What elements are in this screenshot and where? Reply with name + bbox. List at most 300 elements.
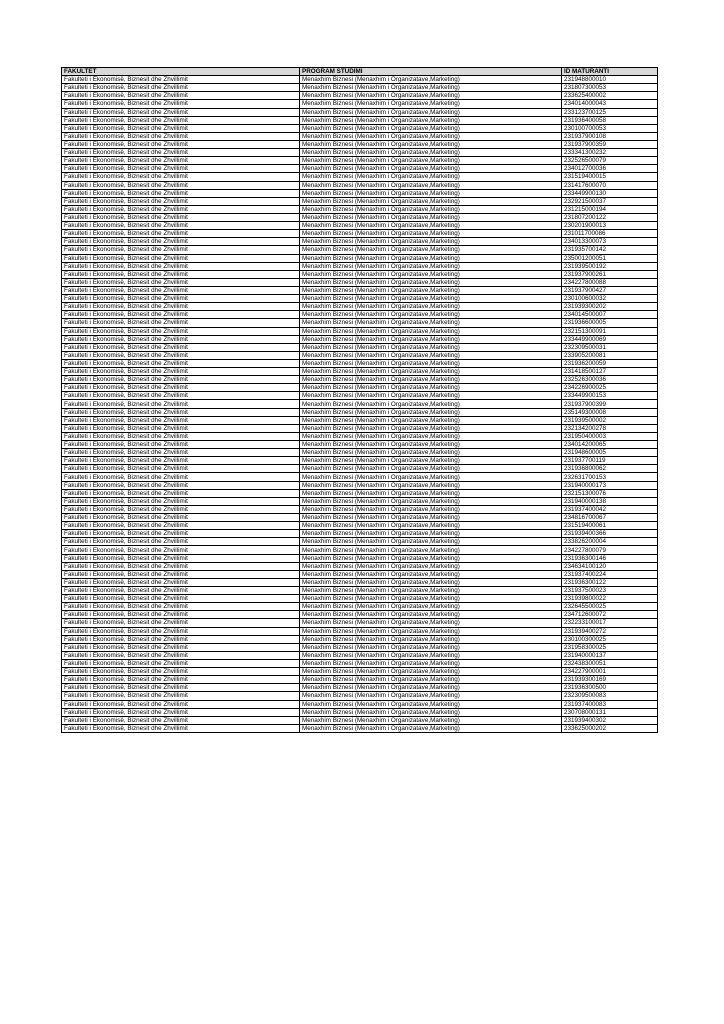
student-id-cell: 231937700119 (562, 457, 658, 465)
table-row (62, 368, 658, 376)
header-row (62, 68, 658, 76)
table-row (62, 392, 658, 400)
faculty-cell: Fakulteti i Ekonomisë, Biznesit dhe Zhvillimit (62, 659, 300, 667)
program-cell: Menaxhim Biznesi (Menaxhim i Organizatave,Marketing) (300, 100, 562, 108)
faculty-cell: Fakulteti i Ekonomisë, Biznesit dhe Zhvillimit (62, 692, 300, 700)
program-cell: Menaxhim Biznesi (Menaxhim i Organizatave,Marketing) (300, 522, 562, 530)
faculty-cell: Fakulteti i Ekonomisë, Biznesit dhe Zhvillimit (62, 238, 300, 246)
faculty-cell: Fakulteti i Ekonomisë, Biznesit dhe Zhvillimit (62, 335, 300, 343)
faculty-cell: Fakulteti i Ekonomisë, Biznesit dhe Zhvillimit (62, 465, 300, 473)
student-id-cell: 231937500023 (562, 587, 658, 595)
faculty-cell: Fakulteti i Ekonomisë, Biznesit dhe Zhvillimit (62, 230, 300, 238)
student-id-cell: 232151300091 (562, 327, 658, 335)
faculty-cell: Fakulteti i Ekonomisë, Biznesit dhe Zhvillimit (62, 384, 300, 392)
student-id-cell: 231939500002 (562, 416, 658, 424)
faculty-cell: Fakulteti i Ekonomisë, Biznesit dhe Zhvillimit (62, 684, 300, 692)
student-id-cell: 230708000131 (562, 708, 658, 716)
table-row (62, 651, 658, 659)
table-row (62, 627, 658, 635)
student-id-cell: 231519400061 (562, 522, 658, 530)
faculty-cell: Fakulteti i Ekonomisë, Biznesit dhe Zhvillimit (62, 92, 300, 100)
faculty-cell: Fakulteti i Ekonomisë, Biznesit dhe Zhvillimit (62, 116, 300, 124)
student-id-cell: 234227900001 (562, 668, 658, 676)
table-row (62, 246, 658, 254)
program-cell: Menaxhim Biznesi (Menaxhim i Organizatave,Marketing) (300, 108, 562, 116)
student-id-cell: 231937400042 (562, 505, 658, 513)
faculty-cell: Fakulteti i Ekonomisë, Biznesit dhe Zhvillimit (62, 635, 300, 643)
table-row (62, 538, 658, 546)
faculty-cell: Fakulteti i Ekonomisë, Biznesit dhe Zhvillimit (62, 643, 300, 651)
table-row (62, 684, 658, 692)
student-id-cell: 234014000043 (562, 100, 658, 108)
program-cell: Menaxhim Biznesi (Menaxhim i Organizatave,Marketing) (300, 254, 562, 262)
program-cell: Menaxhim Biznesi (Menaxhim i Organizatave,Marketing) (300, 262, 562, 270)
program-cell: Menaxhim Biznesi (Menaxhim i Organizatave,Marketing) (300, 643, 562, 651)
student-id-cell: 232645500025 (562, 603, 658, 611)
program-cell: Menaxhim Biznesi (Menaxhim i Organizatave,Marketing) (300, 635, 562, 643)
faculty-cell: Fakulteti i Ekonomisë, Biznesit dhe Zhvillimit (62, 181, 300, 189)
faculty-cell: Fakulteti i Ekonomisë, Biznesit dhe Zhvillimit (62, 522, 300, 530)
program-cell: Menaxhim Biznesi (Menaxhim i Organizatave,Marketing) (300, 651, 562, 659)
program-cell: Menaxhim Biznesi (Menaxhim i Organizatave,Marketing) (300, 319, 562, 327)
table-row (62, 359, 658, 367)
student-id-cell: 232526500079 (562, 157, 658, 165)
table-row (62, 238, 658, 246)
faculty-cell: Fakulteti i Ekonomisë, Biznesit dhe Zhvillimit (62, 724, 300, 732)
student-id-cell: 233341300232 (562, 149, 658, 157)
table-row (62, 181, 658, 189)
student-id-cell: 234712600072 (562, 611, 658, 619)
header-student-id: ID MATURANTI (562, 68, 658, 76)
student-id-cell: 231936200059 (562, 359, 658, 367)
table-row (62, 603, 658, 611)
table-row (62, 384, 658, 392)
faculty-cell: Fakulteti i Ekonomisë, Biznesit dhe Zhvillimit (62, 570, 300, 578)
student-id-cell: 234014500007 (562, 311, 658, 319)
program-cell: Menaxhim Biznesi (Menaxhim i Organizatave,Marketing) (300, 303, 562, 311)
student-id-cell: 231939400302 (562, 716, 658, 724)
faculty-cell: Fakulteti i Ekonomisë, Biznesit dhe Zhvillimit (62, 351, 300, 359)
student-id-cell: 233449900153 (562, 392, 658, 400)
program-cell: Menaxhim Biznesi (Menaxhim i Organizatave,Marketing) (300, 295, 562, 303)
student-id-cell: 231807300053 (562, 84, 658, 92)
faculty-cell: Fakulteti i Ekonomisë, Biznesit dhe Zhvillimit (62, 173, 300, 181)
table-row (62, 189, 658, 197)
program-cell: Menaxhim Biznesi (Menaxhim i Organizatave,Marketing) (300, 724, 562, 732)
table-row (62, 376, 658, 384)
faculty-cell: Fakulteti i Ekonomisë, Biznesit dhe Zhvillimit (62, 408, 300, 416)
student-id-cell: 231936300500 (562, 684, 658, 692)
program-cell: Menaxhim Biznesi (Menaxhim i Organizatave,Marketing) (300, 497, 562, 505)
faculty-cell: Fakulteti i Ekonomisë, Biznesit dhe Zhvillimit (62, 416, 300, 424)
program-cell: Menaxhim Biznesi (Menaxhim i Organizatave,Marketing) (300, 668, 562, 676)
faculty-cell: Fakulteti i Ekonomisë, Biznesit dhe Zhvillimit (62, 270, 300, 278)
faculty-cell: Fakulteti i Ekonomisë, Biznesit dhe Zhvillimit (62, 140, 300, 148)
student-id-cell: 234014200065 (562, 441, 658, 449)
faculty-cell: Fakulteti i Ekonomisë, Biznesit dhe Zhvillimit (62, 481, 300, 489)
faculty-cell: Fakulteti i Ekonomisë, Biznesit dhe Zhvillimit (62, 578, 300, 586)
program-cell: Menaxhim Biznesi (Menaxhim i Organizatave,Marketing) (300, 489, 562, 497)
program-cell: Menaxhim Biznesi (Menaxhim i Organizatave,Marketing) (300, 368, 562, 376)
table-row (62, 149, 658, 157)
table-row (62, 108, 658, 116)
faculty-cell: Fakulteti i Ekonomisë, Biznesit dhe Zhvillimit (62, 368, 300, 376)
student-id-cell: 231950400003 (562, 432, 658, 440)
table-row (62, 84, 658, 92)
faculty-cell: Fakulteti i Ekonomisë, Biznesit dhe Zhvillimit (62, 286, 300, 294)
program-cell: Menaxhim Biznesi (Menaxhim i Organizatave,Marketing) (300, 149, 562, 157)
program-cell: Menaxhim Biznesi (Menaxhim i Organizatave,Marketing) (300, 692, 562, 700)
program-cell: Menaxhim Biznesi (Menaxhim i Organizatave,Marketing) (300, 181, 562, 189)
table-row (62, 230, 658, 238)
table-row (62, 570, 658, 578)
faculty-cell: Fakulteti i Ekonomisë, Biznesit dhe Zhvillimit (62, 108, 300, 116)
program-cell: Menaxhim Biznesi (Menaxhim i Organizatave,Marketing) (300, 238, 562, 246)
student-id-cell: 232526300036 (562, 376, 658, 384)
student-id-cell: 231011700086 (562, 230, 658, 238)
program-cell: Menaxhim Biznesi (Menaxhim i Organizatave,Marketing) (300, 384, 562, 392)
table-row (62, 343, 658, 351)
table-row (62, 173, 658, 181)
table-row (62, 327, 658, 335)
student-id-cell: 231215000194 (562, 205, 658, 213)
program-cell: Menaxhim Biznesi (Menaxhim i Organizatave,Marketing) (300, 92, 562, 100)
student-id-cell: 231958300025 (562, 643, 658, 651)
student-id-cell: 231417600070 (562, 181, 658, 189)
table-row (62, 659, 658, 667)
faculty-cell: Fakulteti i Ekonomisë, Biznesit dhe Zhvillimit (62, 668, 300, 676)
program-cell: Menaxhim Biznesi (Menaxhim i Organizatave,Marketing) (300, 530, 562, 538)
student-id-cell: 233449900069 (562, 335, 658, 343)
table-row (62, 295, 658, 303)
table-row (62, 700, 658, 708)
student-id-cell: 232134200278 (562, 424, 658, 432)
table-row (62, 262, 658, 270)
program-cell: Menaxhim Biznesi (Menaxhim i Organizatave,Marketing) (300, 400, 562, 408)
faculty-cell: Fakulteti i Ekonomisë, Biznesit dhe Zhvillimit (62, 262, 300, 270)
table-row (62, 546, 658, 554)
student-id-cell: 234816700067 (562, 514, 658, 522)
table-row (62, 416, 658, 424)
program-cell: Menaxhim Biznesi (Menaxhim i Organizatave,Marketing) (300, 132, 562, 140)
faculty-cell: Fakulteti i Ekonomisë, Biznesit dhe Zhvillimit (62, 400, 300, 408)
table-row (62, 473, 658, 481)
program-cell: Menaxhim Biznesi (Menaxhim i Organizatave,Marketing) (300, 465, 562, 473)
student-id-cell: 231937400083 (562, 700, 658, 708)
table-body (62, 76, 658, 733)
faculty-cell: Fakulteti i Ekonomisë, Biznesit dhe Zhvillimit (62, 700, 300, 708)
program-cell: Menaxhim Biznesi (Menaxhim i Organizatave,Marketing) (300, 278, 562, 286)
faculty-cell: Fakulteti i Ekonomisë, Biznesit dhe Zhvillimit (62, 100, 300, 108)
student-id-cell: 231937900108 (562, 132, 658, 140)
program-cell: Menaxhim Biznesi (Menaxhim i Organizatave,Marketing) (300, 213, 562, 221)
student-id-cell: 232438300051 (562, 659, 658, 667)
program-cell: Menaxhim Biznesi (Menaxhim i Organizatave,Marketing) (300, 392, 562, 400)
faculty-cell: Fakulteti i Ekonomisë, Biznesit dhe Zhvillimit (62, 611, 300, 619)
table-row (62, 465, 658, 473)
program-cell: Menaxhim Biznesi (Menaxhim i Organizatave,Marketing) (300, 457, 562, 465)
faculty-cell: Fakulteti i Ekonomisë, Biznesit dhe Zhvillimit (62, 132, 300, 140)
faculty-cell: Fakulteti i Ekonomisë, Biznesit dhe Zhvillimit (62, 441, 300, 449)
program-cell: Menaxhim Biznesi (Menaxhim i Organizatave,Marketing) (300, 481, 562, 489)
table-row (62, 432, 658, 440)
faculty-cell: Fakulteti i Ekonomisë, Biznesit dhe Zhvillimit (62, 473, 300, 481)
table-row (62, 319, 658, 327)
faculty-cell: Fakulteti i Ekonomisë, Biznesit dhe Zhvillimit (62, 489, 300, 497)
table-row (62, 222, 658, 230)
program-cell: Menaxhim Biznesi (Menaxhim i Organizatave,Marketing) (300, 619, 562, 627)
faculty-cell: Fakulteti i Ekonomisë, Biznesit dhe Zhvillimit (62, 189, 300, 197)
program-cell: Menaxhim Biznesi (Menaxhim i Organizatave,Marketing) (300, 449, 562, 457)
program-cell: Menaxhim Biznesi (Menaxhim i Organizatave,Marketing) (300, 311, 562, 319)
table-row (62, 286, 658, 294)
table-row (62, 587, 658, 595)
header-program: PROGRAM STUDIMI (300, 68, 562, 76)
faculty-cell: Fakulteti i Ekonomisë, Biznesit dhe Zhvillimit (62, 359, 300, 367)
student-id-cell: 235001200051 (562, 254, 658, 262)
faculty-cell: Fakulteti i Ekonomisë, Biznesit dhe Zhvillimit (62, 627, 300, 635)
faculty-cell: Fakulteti i Ekonomisë, Biznesit dhe Zhvillimit (62, 303, 300, 311)
faculty-cell: Fakulteti i Ekonomisë, Biznesit dhe Zhvillimit (62, 708, 300, 716)
faculty-cell: Fakulteti i Ekonomisë, Biznesit dhe Zhvillimit (62, 554, 300, 562)
student-id-cell: 234227800088 (562, 278, 658, 286)
table-row (62, 92, 658, 100)
faculty-cell: Fakulteti i Ekonomisë, Biznesit dhe Zhvillimit (62, 197, 300, 205)
student-id-cell: 234226900025 (562, 384, 658, 392)
faculty-cell: Fakulteti i Ekonomisë, Biznesit dhe Zhvillimit (62, 327, 300, 335)
student-id-cell: 231519400015 (562, 173, 658, 181)
table-row (62, 140, 658, 148)
program-cell: Menaxhim Biznesi (Menaxhim i Organizatave,Marketing) (300, 659, 562, 667)
table-row (62, 643, 658, 651)
program-cell: Menaxhim Biznesi (Menaxhim i Organizatave,Marketing) (300, 595, 562, 603)
header-faculty: FAKULTET (62, 68, 300, 76)
table-row (62, 100, 658, 108)
program-cell: Menaxhim Biznesi (Menaxhim i Organizatave,Marketing) (300, 603, 562, 611)
student-id-cell: 231936300146 (562, 554, 658, 562)
table-row (62, 497, 658, 505)
student-id-cell: 232233100017 (562, 619, 658, 627)
table-row (62, 303, 658, 311)
table-row (62, 116, 658, 124)
table-row (62, 165, 658, 173)
program-cell: Menaxhim Biznesi (Menaxhim i Organizatave,Marketing) (300, 173, 562, 181)
student-table (61, 67, 658, 733)
program-cell: Menaxhim Biznesi (Menaxhim i Organizatave,Marketing) (300, 286, 562, 294)
student-id-cell: 231939300202 (562, 303, 658, 311)
student-id-cell: 231948600005 (562, 449, 658, 457)
table-row (62, 554, 658, 562)
faculty-cell: Fakulteti i Ekonomisë, Biznesit dhe Zhvillimit (62, 603, 300, 611)
faculty-cell: Fakulteti i Ekonomisë, Biznesit dhe Zhvillimit (62, 424, 300, 432)
program-cell: Menaxhim Biznesi (Menaxhim i Organizatave,Marketing) (300, 359, 562, 367)
table-row (62, 132, 658, 140)
student-id-cell: 230201900013 (562, 222, 658, 230)
table-row (62, 692, 658, 700)
program-cell: Menaxhim Biznesi (Menaxhim i Organizatave,Marketing) (300, 230, 562, 238)
program-cell: Menaxhim Biznesi (Menaxhim i Organizatave,Marketing) (300, 327, 562, 335)
table-row (62, 668, 658, 676)
table-row (62, 449, 658, 457)
table-row (62, 124, 658, 132)
faculty-cell: Fakulteti i Ekonomisë, Biznesit dhe Zhvillimit (62, 149, 300, 157)
faculty-cell: Fakulteti i Ekonomisë, Biznesit dhe Zhvillimit (62, 311, 300, 319)
program-cell: Menaxhim Biznesi (Menaxhim i Organizatave,Marketing) (300, 116, 562, 124)
student-id-cell: 231936600005 (562, 319, 658, 327)
faculty-cell: Fakulteti i Ekonomisë, Biznesit dhe Zhvillimit (62, 546, 300, 554)
program-cell: Menaxhim Biznesi (Menaxhim i Organizatave,Marketing) (300, 505, 562, 513)
program-cell: Menaxhim Biznesi (Menaxhim i Organizatave,Marketing) (300, 222, 562, 230)
program-cell: Menaxhim Biznesi (Menaxhim i Organizatave,Marketing) (300, 205, 562, 213)
student-id-cell: 232151300076 (562, 489, 658, 497)
program-cell: Menaxhim Biznesi (Menaxhim i Organizatave,Marketing) (300, 343, 562, 351)
faculty-cell: Fakulteti i Ekonomisë, Biznesit dhe Zhvillimit (62, 587, 300, 595)
faculty-cell: Fakulteti i Ekonomisë, Biznesit dhe Zhvillimit (62, 676, 300, 684)
program-cell: Menaxhim Biznesi (Menaxhim i Organizatave,Marketing) (300, 570, 562, 578)
faculty-cell: Fakulteti i Ekonomisë, Biznesit dhe Zhvillimit (62, 449, 300, 457)
faculty-cell: Fakulteti i Ekonomisë, Biznesit dhe Zhvillimit (62, 343, 300, 351)
student-id-cell: 231939400272 (562, 627, 658, 635)
student-id-cell: 234013300073 (562, 238, 658, 246)
student-id-cell: 234227800079 (562, 546, 658, 554)
table-row (62, 197, 658, 205)
faculty-cell: Fakulteti i Ekonomisë, Biznesit dhe Zhvillimit (62, 76, 300, 84)
faculty-cell: Fakulteti i Ekonomisë, Biznesit dhe Zhvillimit (62, 392, 300, 400)
faculty-cell: Fakulteti i Ekonomisë, Biznesit dhe Zhvillimit (62, 124, 300, 132)
program-cell: Menaxhim Biznesi (Menaxhim i Organizatave,Marketing) (300, 140, 562, 148)
table-row (62, 595, 658, 603)
faculty-cell: Fakulteti i Ekonomisë, Biznesit dhe Zhvillimit (62, 716, 300, 724)
table-row (62, 505, 658, 513)
faculty-cell: Fakulteti i Ekonomisë, Biznesit dhe Zhvillimit (62, 376, 300, 384)
program-cell: Menaxhim Biznesi (Menaxhim i Organizatave,Marketing) (300, 76, 562, 84)
faculty-cell: Fakulteti i Ekonomisë, Biznesit dhe Zhvillimit (62, 432, 300, 440)
program-cell: Menaxhim Biznesi (Menaxhim i Organizatave,Marketing) (300, 546, 562, 554)
student-id-cell: 231807200122 (562, 213, 658, 221)
program-cell: Menaxhim Biznesi (Menaxhim i Organizatave,Marketing) (300, 538, 562, 546)
student-id-cell: 231940000173 (562, 481, 658, 489)
table-row (62, 611, 658, 619)
program-cell: Menaxhim Biznesi (Menaxhim i Organizatave,Marketing) (300, 335, 562, 343)
student-id-cell: 235149300008 (562, 408, 658, 416)
program-cell: Menaxhim Biznesi (Menaxhim i Organizatave,Marketing) (300, 676, 562, 684)
faculty-cell: Fakulteti i Ekonomisë, Biznesit dhe Zhvillimit (62, 165, 300, 173)
program-cell: Menaxhim Biznesi (Menaxhim i Organizatave,Marketing) (300, 554, 562, 562)
student-id-cell: 231937900399 (562, 400, 658, 408)
student-id-cell: 233625400002 (562, 92, 658, 100)
student-id-cell: 233905200081 (562, 351, 658, 359)
table-row (62, 441, 658, 449)
faculty-cell: Fakulteti i Ekonomisë, Biznesit dhe Zhvillimit (62, 562, 300, 570)
student-id-cell: 233826200004 (562, 538, 658, 546)
faculty-cell: Fakulteti i Ekonomisë, Biznesit dhe Zhvillimit (62, 246, 300, 254)
student-id-cell: 231948800010 (562, 76, 658, 84)
faculty-cell: Fakulteti i Ekonomisë, Biznesit dhe Zhvillimit (62, 457, 300, 465)
program-cell: Menaxhim Biznesi (Menaxhim i Organizatave,Marketing) (300, 351, 562, 359)
faculty-cell: Fakulteti i Ekonomisë, Biznesit dhe Zhvillimit (62, 295, 300, 303)
student-id-cell: 231940000137 (562, 651, 658, 659)
program-cell: Menaxhim Biznesi (Menaxhim i Organizatave,Marketing) (300, 270, 562, 278)
table-row (62, 457, 658, 465)
table-row (62, 311, 658, 319)
faculty-cell: Fakulteti i Ekonomisë, Biznesit dhe Zhvillimit (62, 205, 300, 213)
program-cell: Menaxhim Biznesi (Menaxhim i Organizatave,Marketing) (300, 197, 562, 205)
student-id-cell: 231936400058 (562, 116, 658, 124)
table-row (62, 635, 658, 643)
program-cell: Menaxhim Biznesi (Menaxhim i Organizatave,Marketing) (300, 157, 562, 165)
program-cell: Menaxhim Biznesi (Menaxhim i Organizatave,Marketing) (300, 562, 562, 570)
student-id-cell: 233123700125 (562, 108, 658, 116)
table-row (62, 562, 658, 570)
table-row (62, 408, 658, 416)
table-row (62, 676, 658, 684)
student-id-cell: 231936300122 (562, 578, 658, 586)
table-row (62, 270, 658, 278)
faculty-cell: Fakulteti i Ekonomisë, Biznesit dhe Zhvillimit (62, 514, 300, 522)
faculty-cell: Fakulteti i Ekonomisë, Biznesit dhe Zhvillimit (62, 497, 300, 505)
table-row (62, 578, 658, 586)
student-id-cell: 232631700153 (562, 473, 658, 481)
table-row (62, 335, 658, 343)
program-cell: Menaxhim Biznesi (Menaxhim i Organizatave,Marketing) (300, 578, 562, 586)
program-cell: Menaxhim Biznesi (Menaxhim i Organizatave,Marketing) (300, 514, 562, 522)
program-cell: Menaxhim Biznesi (Menaxhim i Organizatave,Marketing) (300, 424, 562, 432)
table-row (62, 254, 658, 262)
program-cell: Menaxhim Biznesi (Menaxhim i Organizatave,Marketing) (300, 84, 562, 92)
faculty-cell: Fakulteti i Ekonomisë, Biznesit dhe Zhvillimit (62, 213, 300, 221)
faculty-cell: Fakulteti i Ekonomisë, Biznesit dhe Zhvillimit (62, 505, 300, 513)
student-id-cell: 232309500031 (562, 343, 658, 351)
faculty-cell: Fakulteti i Ekonomisë, Biznesit dhe Zhvillimit (62, 530, 300, 538)
table-header (62, 68, 658, 76)
faculty-cell: Fakulteti i Ekonomisë, Biznesit dhe Zhvillimit (62, 157, 300, 165)
faculty-cell: Fakulteti i Ekonomisë, Biznesit dhe Zhvillimit (62, 619, 300, 627)
table-row (62, 205, 658, 213)
student-id-cell: 231940000138 (562, 497, 658, 505)
student-id-cell: 231937900427 (562, 286, 658, 294)
table-row (62, 76, 658, 84)
table-row (62, 481, 658, 489)
table-row (62, 424, 658, 432)
table-row (62, 716, 658, 724)
table-row (62, 708, 658, 716)
student-id-cell: 234012700036 (562, 165, 658, 173)
program-cell: Menaxhim Biznesi (Menaxhim i Organizatave,Marketing) (300, 432, 562, 440)
program-cell: Menaxhim Biznesi (Menaxhim i Organizatave,Marketing) (300, 587, 562, 595)
student-id-cell: 231937400224 (562, 570, 658, 578)
program-cell: Menaxhim Biznesi (Menaxhim i Organizatave,Marketing) (300, 441, 562, 449)
student-id-cell: 231939800022 (562, 595, 658, 603)
student-id-cell: 231937900261 (562, 270, 658, 278)
faculty-cell: Fakulteti i Ekonomisë, Biznesit dhe Zhvillimit (62, 84, 300, 92)
table-row (62, 724, 658, 732)
table-row (62, 489, 658, 497)
faculty-cell: Fakulteti i Ekonomisë, Biznesit dhe Zhvillimit (62, 538, 300, 546)
table-row (62, 278, 658, 286)
student-id-cell: 230100600032 (562, 295, 658, 303)
table-row (62, 351, 658, 359)
student-id-cell: 231939300169 (562, 676, 658, 684)
program-cell: Menaxhim Biznesi (Menaxhim i Organizatave,Marketing) (300, 246, 562, 254)
program-cell: Menaxhim Biznesi (Menaxhim i Organizatave,Marketing) (300, 189, 562, 197)
table-row (62, 400, 658, 408)
faculty-cell: Fakulteti i Ekonomisë, Biznesit dhe Zhvillimit (62, 278, 300, 286)
table-row (62, 514, 658, 522)
program-cell: Menaxhim Biznesi (Menaxhim i Organizatave,Marketing) (300, 165, 562, 173)
program-cell: Menaxhim Biznesi (Menaxhim i Organizatave,Marketing) (300, 611, 562, 619)
student-id-cell: 232309500083 (562, 692, 658, 700)
student-id-cell: 231939500192 (562, 262, 658, 270)
